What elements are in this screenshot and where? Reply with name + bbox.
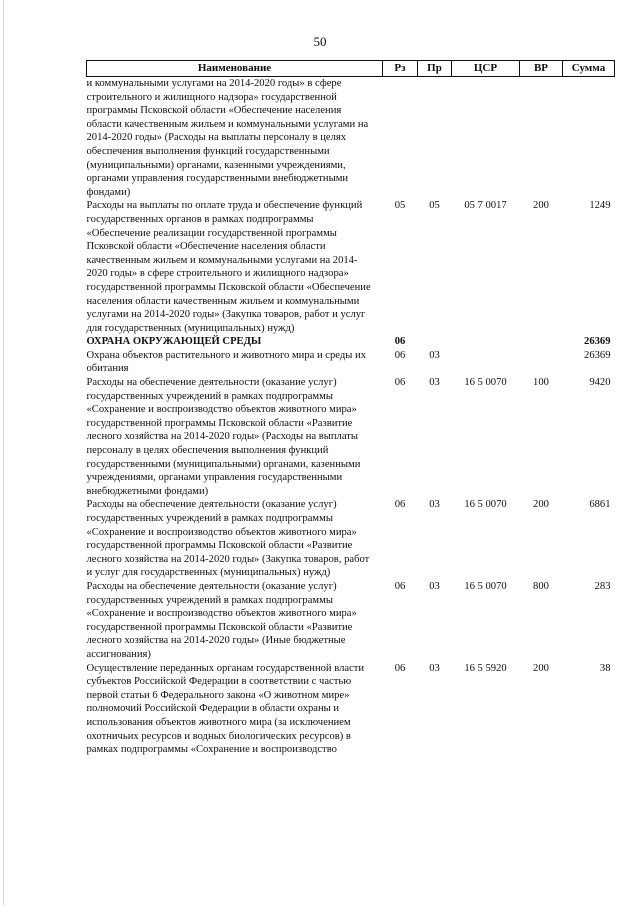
row-csr: 16 5 5920 bbox=[464, 662, 507, 674]
row-sum: 6861 bbox=[589, 499, 611, 511]
row-vr: 200 bbox=[533, 662, 549, 674]
budget-table bbox=[86, 60, 615, 757]
row-sum: 26369 bbox=[584, 349, 611, 361]
row-name: Осуществление переданных органам государственной власти субъектов Российской Федерации в соответствии с частью первой статьи 6 Федерального закона «О животном мире» полномочий Российской Федерации в области охраны и использования объектов животного мира (за исключением охотничьих ресурсов и водных биологических ресурсов) в рамках подпрограммы «Сохранение и воспроизводство bbox=[86, 662, 365, 756]
row-pr: 05 bbox=[429, 200, 440, 212]
row-vr bbox=[520, 335, 563, 349]
table-row bbox=[87, 662, 615, 757]
header-sum: Сумма bbox=[563, 61, 615, 77]
row-vr: 100 bbox=[533, 377, 549, 389]
table-row bbox=[87, 199, 615, 335]
row-vr: 200 bbox=[533, 200, 549, 212]
row-csr bbox=[452, 77, 520, 200]
header-rz: Рз bbox=[383, 61, 418, 77]
row-pr bbox=[418, 335, 452, 349]
row-name: Расходы на выплаты по оплате труда и обеспечение функций государственных органов в рамках подпрограммы «Обеспечение реализации государственной программы Псковской области «Обеспечение населения области качественным жильем и коммунальными услугами на 2014-2020 годы» в сфере строительного и жилищного надзора» государственной программы Псковской области «Обеспечение населения области качественным жильем и коммунальными услугами на 2014-2020 годы» (Закупка товаров, работ и услуг для государственных (муниципальных) нужд) bbox=[86, 200, 371, 334]
row-rz: 05 bbox=[394, 200, 406, 212]
row-pr bbox=[418, 77, 452, 200]
row-csr bbox=[452, 349, 520, 376]
row-pr: 03 bbox=[429, 499, 440, 511]
row-sum: 283 bbox=[594, 580, 611, 592]
row-rz: 06 bbox=[394, 580, 406, 592]
row-sum bbox=[563, 77, 615, 200]
row-pr: 03 bbox=[429, 662, 440, 674]
table-row bbox=[87, 580, 615, 662]
row-sum: 1249 bbox=[589, 200, 611, 212]
row-vr: 800 bbox=[533, 580, 549, 592]
table-row bbox=[87, 349, 615, 376]
row-rz: 06 bbox=[394, 662, 406, 674]
row-rz: 06 bbox=[394, 499, 406, 511]
row-pr: 03 bbox=[429, 377, 440, 389]
header-csr: ЦСР bbox=[452, 61, 520, 77]
row-rz bbox=[383, 77, 418, 200]
row-name: Расходы на обеспечение деятельности (оказание услуг) государственных учреждений в рамках подпрограммы «Сохранение и воспроизводство объектов животного мира» государственной программы Псковской области «Развитие лесного хозяйства на 2014-2020 годы» (Иные бюджетные ассигнования) bbox=[86, 580, 357, 660]
row-csr: 05 7 0017 bbox=[464, 200, 507, 212]
row-csr: 16 5 0070 bbox=[464, 499, 507, 511]
row-pr: 03 bbox=[429, 349, 440, 361]
row-csr: 16 5 0070 bbox=[464, 377, 507, 389]
row-pr: 03 bbox=[429, 580, 440, 592]
row-name: и коммунальными услугами на 2014-2020 годы» в сфере строительного и жилищного надзора» государственной программы Псковской области «Обеспечение населения области качественным жильем и коммунальными услугами на 2014-2020 годы» (Расходы на выплаты персоналу в целях обеспечения выполнения функций государственными (муниципальными) органами, казенными учреждениями, органами управления государственными внебюджетными фондами) bbox=[86, 78, 369, 198]
scan-edge-line bbox=[3, 0, 4, 905]
header-vr: ВР bbox=[520, 61, 563, 77]
row-sum: 26369 bbox=[584, 336, 611, 348]
row-sum: 38 bbox=[599, 662, 611, 674]
table-row-section bbox=[87, 335, 615, 349]
header-pr: Пр bbox=[418, 61, 452, 77]
row-name: Охрана объектов растительного и животного мира и среды их обитания bbox=[86, 349, 366, 375]
row-vr: 200 bbox=[533, 499, 549, 511]
row-sum: 9420 bbox=[589, 377, 611, 389]
page-number: 50 bbox=[313, 34, 327, 49]
row-name: Расходы на обеспечение деятельности (оказание услуг) государственных учреждений в рамках подпрограммы «Сохранение и воспроизводство объектов животного мира» государственной программы Псковской области «Развитие лесного хозяйства на 2014-2020 годы» (Закупка товаров, работ и услуг для государственных (муниципальных) нужд) bbox=[86, 499, 370, 579]
row-csr bbox=[452, 335, 520, 349]
row-vr bbox=[520, 77, 563, 200]
table-header-row bbox=[87, 61, 615, 77]
table-row bbox=[87, 376, 615, 498]
row-csr: 16 5 0070 bbox=[464, 580, 507, 592]
row-name: Расходы на обеспечение деятельности (оказание услуг) государственных учреждений в рамках подпрограммы «Сохранение и воспроизводство объектов животного мира» государственной программы Псковской области «Развитие лесного хозяйства на 2014-2020 годы» (Расходы на выплаты персоналу в целях обеспечения выполнения функций государственными (муниципальными) органами, казенными учреждениями, органами управления государственными внебюджетными фондами) bbox=[86, 377, 361, 497]
section-title: ОХРАНА ОКРУЖАЮЩЕЙ СРЕДЫ bbox=[86, 336, 262, 348]
row-rz: 06 bbox=[394, 349, 406, 361]
header-name: Наименование bbox=[87, 61, 383, 77]
row-rz: 06 bbox=[394, 377, 406, 389]
row-rz: 06 bbox=[394, 336, 406, 348]
table-row bbox=[87, 77, 615, 200]
table-row bbox=[87, 498, 615, 580]
row-vr bbox=[520, 349, 563, 376]
